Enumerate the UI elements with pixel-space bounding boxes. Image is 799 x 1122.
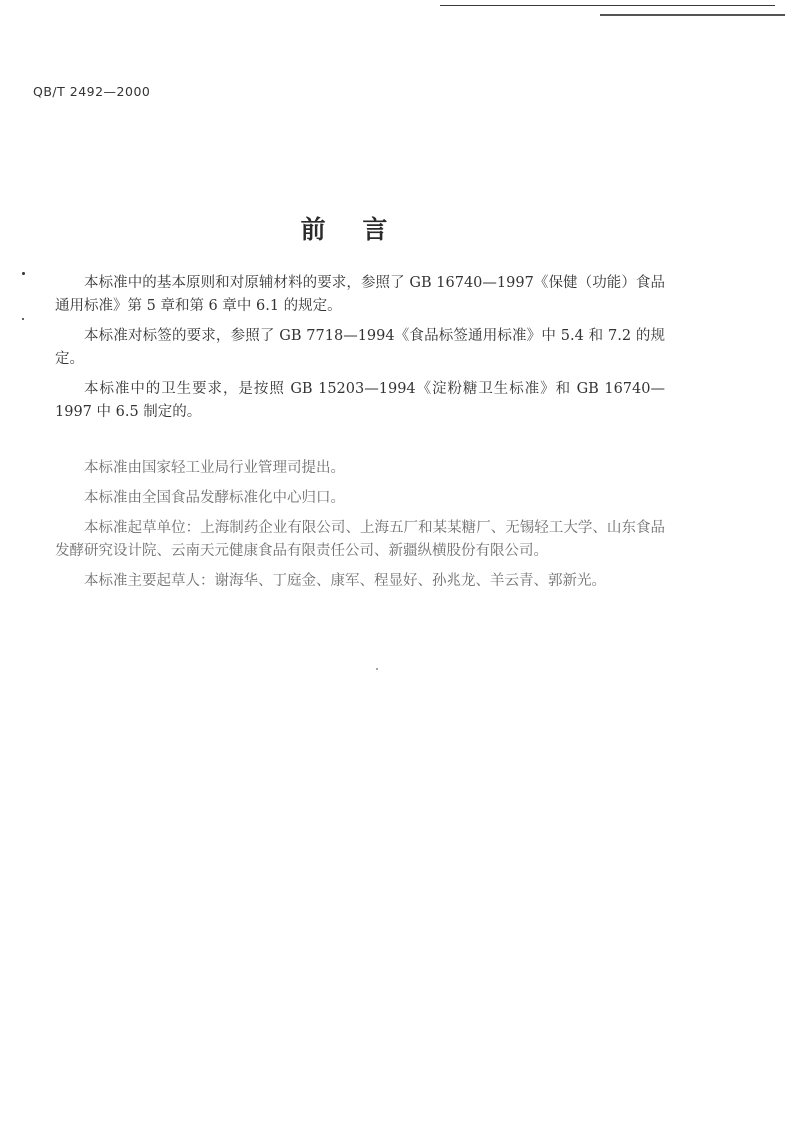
scan-line-top-2 bbox=[600, 14, 785, 16]
paragraph-labeling: 本标准对标签的要求，参照了 GB 7718—1994《食品标签通用标准》中 5.4 和 7.2 的规定。 bbox=[55, 328, 665, 367]
paragraph-proposer: 本标准由国家轻工业局行业管理司提出。 bbox=[84, 460, 345, 476]
paragraph-drafters: 本标准主要起草人：谢海华、丁庭金、康军、程显好、孙兆龙、羊云青、郭新光。 bbox=[84, 573, 606, 589]
scan-line-top bbox=[440, 5, 775, 6]
scan-speck bbox=[376, 668, 378, 670]
scan-speck bbox=[22, 272, 25, 275]
paragraph-drafting-units: 本标准起草单位：上海制药企业有限公司、上海五厂和某某糖厂、无锡轻工大学、山东食品发酵研究设计院、云南天元健康食品有限责任公司、新疆纵横股份有限公司。 bbox=[55, 520, 665, 559]
paragraph-hygiene: 本标准中的卫生要求，是按照 GB 15203—1994《淀粉糖卫生标准》和 GB 16740—1997 中 6.5 制定的。 bbox=[55, 381, 665, 420]
page-title: 前 言 bbox=[300, 215, 402, 244]
scan-speck bbox=[22, 318, 24, 320]
document-body bbox=[55, 272, 665, 600]
standard-code: QB/T 2492—2000 bbox=[33, 84, 151, 99]
paragraph-principles: 本标准中的基本原则和对原辅材料的要求，参照了 GB 16740—1997《保健（功能）食品通用标准》第 5 章和第 6 章中 6.1 的规定。 bbox=[55, 275, 665, 314]
paragraph-centralized: 本标准由全国食品发酵标准化中心归口。 bbox=[84, 490, 345, 506]
